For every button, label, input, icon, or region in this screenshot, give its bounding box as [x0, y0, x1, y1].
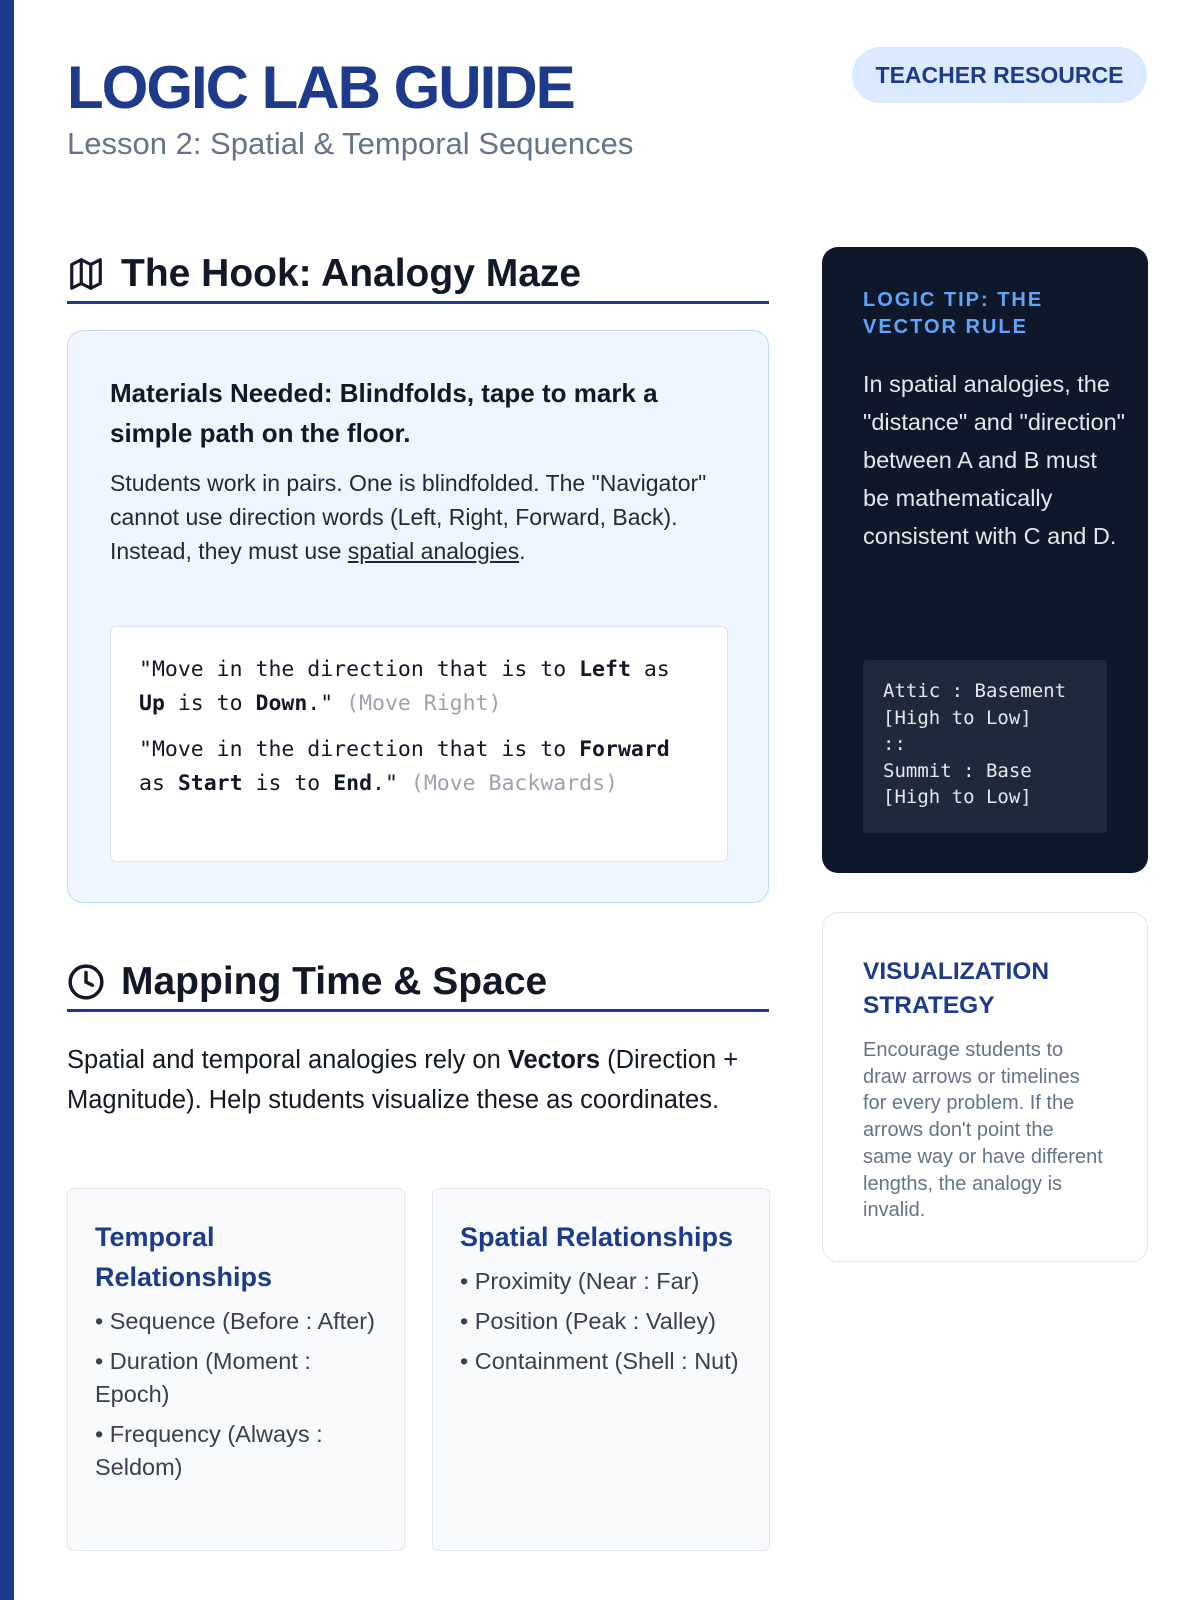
- temporal-relationships-card: [67, 1188, 405, 1551]
- tip-text: In spatial analogies, the "distance" and "direction" between A and B must be mathematically consistent with C and D.: [863, 371, 1125, 549]
- visualization-title: VISUALIZATION STRATEGY: [863, 958, 1050, 1019]
- mapping-intro: Spatial and temporal analogies rely on Vectors (Direction + Magnitude). Help students visualize these as coordinates.: [67, 1046, 739, 1114]
- spatial-analogies-term: spatial analogies: [347, 538, 520, 564]
- hook-desc-end: .: [519, 538, 526, 564]
- resource-badge: TEACHER RESOURCE: [852, 47, 1147, 103]
- page-subtitle: Lesson 2: Spatial & Temporal Sequences: [67, 126, 634, 161]
- hook-activity-card: [67, 330, 769, 903]
- spatial-title: Spatial Relationships: [460, 1222, 734, 1252]
- visualization-text: Encourage students to draw arrows or timelines for every problem. If the arrows don't point the same way or have different lengths, the analogy is invalid.: [863, 1039, 1103, 1222]
- clock-icon: [67, 963, 105, 1001]
- map-icon: [67, 255, 105, 293]
- accent-sidebar: [0, 0, 14, 1600]
- hook-heading: The Hook: Analogy Maze: [121, 251, 582, 295]
- list-item: • Containment (Shell : Nut): [460, 1348, 739, 1374]
- mapping-section-header: [67, 954, 769, 1012]
- mapping-heading: Mapping Time & Space: [121, 959, 548, 1003]
- visualization-strategy-card: [822, 912, 1148, 1262]
- spatial-relationships-card: [432, 1188, 770, 1551]
- page-title: LOGIC LAB GUIDE: [67, 54, 574, 121]
- materials-needed: Materials Needed: Blindfolds, tape to mark a simple path on the floor.: [110, 378, 658, 448]
- example-prompts-box: [110, 626, 728, 862]
- temporal-title: Temporal Relationships: [95, 1222, 273, 1292]
- list-item: • Duration (Moment : Epoch): [95, 1348, 311, 1407]
- example-answer-2: (Move Backwards): [410, 771, 618, 796]
- hook-description: [110, 466, 710, 568]
- list-item: • Sequence (Before : After): [95, 1308, 375, 1334]
- list-item: • Frequency (Always : Seldom): [95, 1421, 323, 1480]
- hook-desc-text: Students work in pairs. One is blindfolded. The "Navigator" cannot use direction words (Left, Right, Forward, Back). Instead, they must use: [110, 470, 707, 564]
- example-answer-1: (Move Right): [346, 691, 502, 716]
- hook-section-header: [67, 246, 769, 304]
- tip-code-example: Attic : Basement [High to Low] :: Summit : Base [High to Low]: [863, 660, 1107, 833]
- list-item: • Proximity (Near : Far): [460, 1268, 700, 1294]
- list-item: • Position (Peak : Valley): [460, 1308, 716, 1334]
- tip-label: LOGIC TIP: THE VECTOR RULE: [863, 289, 1044, 338]
- example-prompt-1: "Move in the direction that is to Left as Up is to Down." (Move Right): [139, 657, 670, 716]
- logic-tip-card: [822, 247, 1148, 873]
- example-prompt-2: "Move in the direction that is to Forward as Start is to End." (Move Backwards): [139, 737, 670, 796]
- vectors-term: Vectors: [507, 1046, 600, 1074]
